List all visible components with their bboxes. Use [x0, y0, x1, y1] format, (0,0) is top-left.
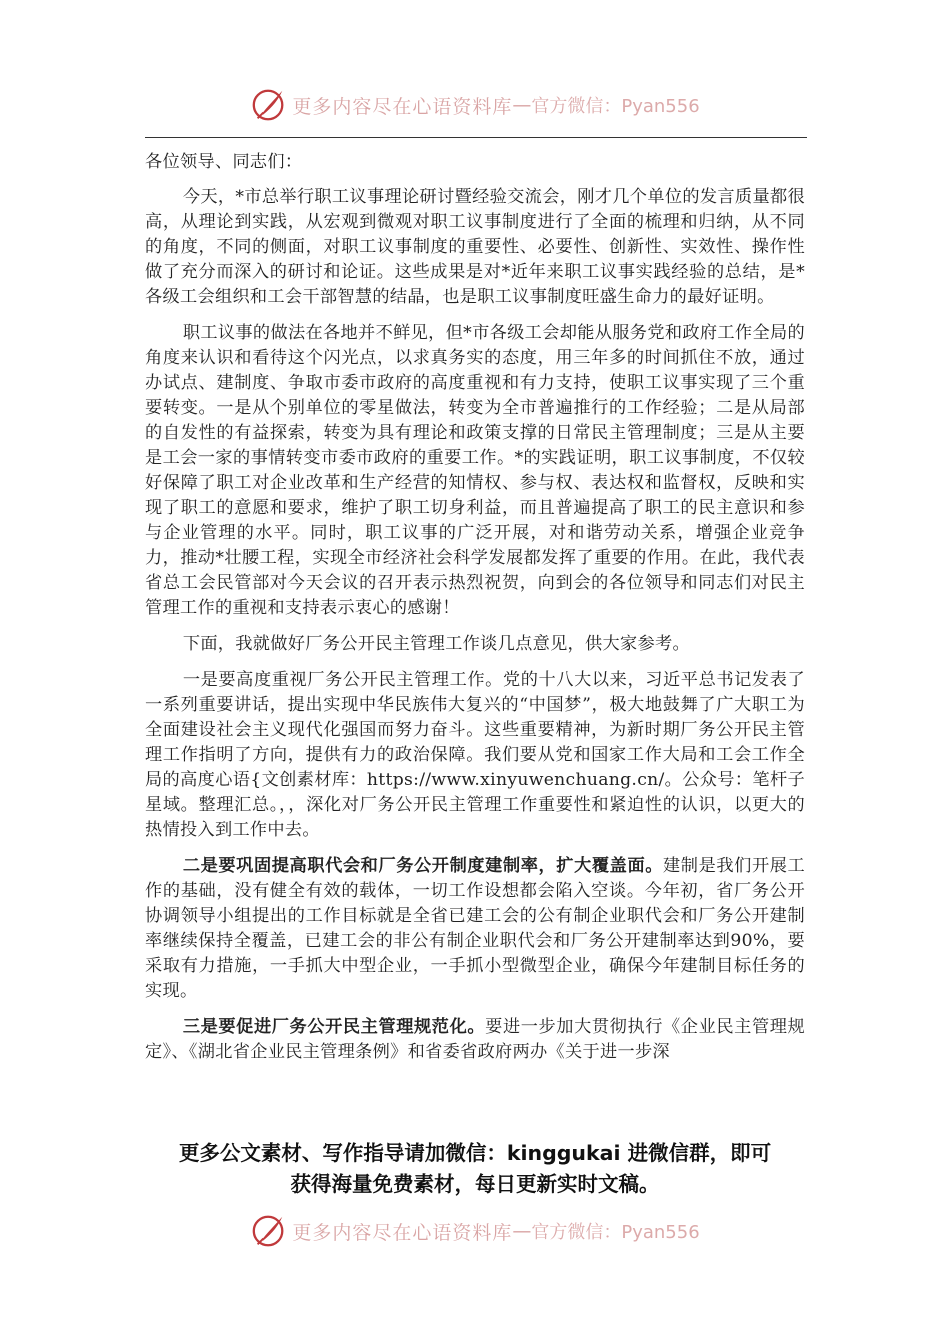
paragraph-5-heading: 二是要巩固提高职代会和厂务公开制度建制率，扩大覆盖面。: [182, 856, 664, 876]
promo-line-2: 获得海量免费素材，每日更新实时文稿。: [290, 1172, 660, 1196]
page-footer-banner: [0, 1208, 950, 1254]
document-body: [145, 150, 805, 1076]
paragraph-6-text: 要进一步加大贯彻执行《企业民主管理规定》、《湖北省企业民主管理条例》和省委省政府两办《关于进一步深: [145, 1017, 805, 1062]
banner-separator: —: [512, 94, 532, 116]
footer-separator: —: [512, 1220, 532, 1242]
promo-notice: [100, 1138, 850, 1200]
paragraph-2: 职工议事的做法在各地并不鲜见，但*市各级工会却能从服务党和政府工作全局的角度来认识和看待这个闪光点，以求真务实的态度，用三年多的时间抓住不放，通过办试点、建制度、争取市委市政府的高度重视和有力支持，使职工议事实现了三个重要转变。一是从个别单位的零星做法，转变为全市普遍推行的工作经验；二是从局部的自发性的有益探索，转变为具有理论和政策支撑的日常民主管理制度；三是从主要是工会一家的事情转变市委市政府的重要工作。*的实践证明，职工议事制度，不仅较好保障了职工对企业改革和生产经营的知情权、参与权、表达权和监督权，反映和实现了职工的意愿和要求，维护了职工切身利益，而且普遍提高了职工的民主意识和参与企业管理的水平。同时，职工议事的广泛开展，对和谐劳动关系，增强企业竞争力，推动*壮腰工程，实现全市经济社会科学发展都发挥了重要的作用。在此，我代表省总工会民管部对今天会议的召开表示热烈祝贺，向到会的各位领导和同志们对民主管理工作的重视和支持表示衷心的感谢！: [145, 323, 805, 618]
paragraph-5-text: 建制是我们开展工作的基础，没有健全有效的载体，一切工作设想都会陷入空谈。今年初，省厂务公开协调领导小组提出的工作目标就是全省已建工会的公有制企业职代会和厂务公开建制率继续保持全覆盖，已建工会的非公有制企业职代会和厂务公开建制率达到90%，要采取有力措施，一手抓大中型企业，一手抓小型微型企业，确保今年建制目标任务的实现。: [145, 856, 805, 1001]
header-rule: [145, 137, 807, 138]
footer-slogan: 更多内容尽在心语资料库: [292, 1221, 513, 1244]
paragraph-3: 下面，我就做好厂务公开民主管理工作谈几点意见，供大家参考。: [182, 634, 690, 654]
banner-wechat: 官方微信：Pyan556: [531, 96, 700, 117]
banner-slogan: 更多内容尽在心语资料库: [292, 95, 513, 118]
footer-wechat: 官方微信：Pyan556: [531, 1222, 700, 1243]
greeting: 各位领导、同志们：: [145, 152, 303, 172]
quill-logo-icon: [250, 86, 288, 124]
page-header-banner: [0, 82, 950, 128]
paragraph-1: 今天，*市总举行职工议事理论研讨暨经验交流会，刚才几个单位的发言质量都很高，从理论到实践，从宏观到微观对职工议事制度进行了全面的梳理和归纳，从不同的角度，不同的侧面，对职工议事制度的重要性、必要性、创新性、实效性、操作性做了充分而深入的研讨和论证。这些成果是对*近年来职工议事实践经验的总结，是*各级工会组织和工会干部智慧的结晶，也是职工议事制度旺盛生命力的最好证明。: [145, 187, 805, 307]
paragraph-6: [145, 1015, 805, 1065]
paragraph-4: 一是要高度重视厂务公开民主管理工作。党的十八大以来，习近平总书记发表了一系列重要讲话，提出实现中华民族伟大复兴的“中国梦”，极大地鼓舞了广大职工为全面建设社会主义现代化强国而努力奋斗。这些重要精神，为新时期厂务公开民主管理工作指明了方向，提供有力的政治保障。我们要从党和国家工作大局和工会工作全局的高度心语{文创素材库：https://www.xinyuwenchuang.cn/。公众号：笔杆子星域。整理汇总。，，深化对厂务公开民主管理工作重要性和紧迫性的认识，以更大的热情投入到工作中去。: [145, 670, 805, 840]
paragraph-5: [145, 854, 805, 1004]
quill-logo-icon: [250, 1212, 288, 1250]
paragraph-6-heading: 三是要促进厂务公开民主管理规范化。: [182, 1017, 486, 1037]
promo-line-1: 更多公文素材、写作指导请加微信：kinggukai 进微信群，即可: [178, 1141, 772, 1165]
